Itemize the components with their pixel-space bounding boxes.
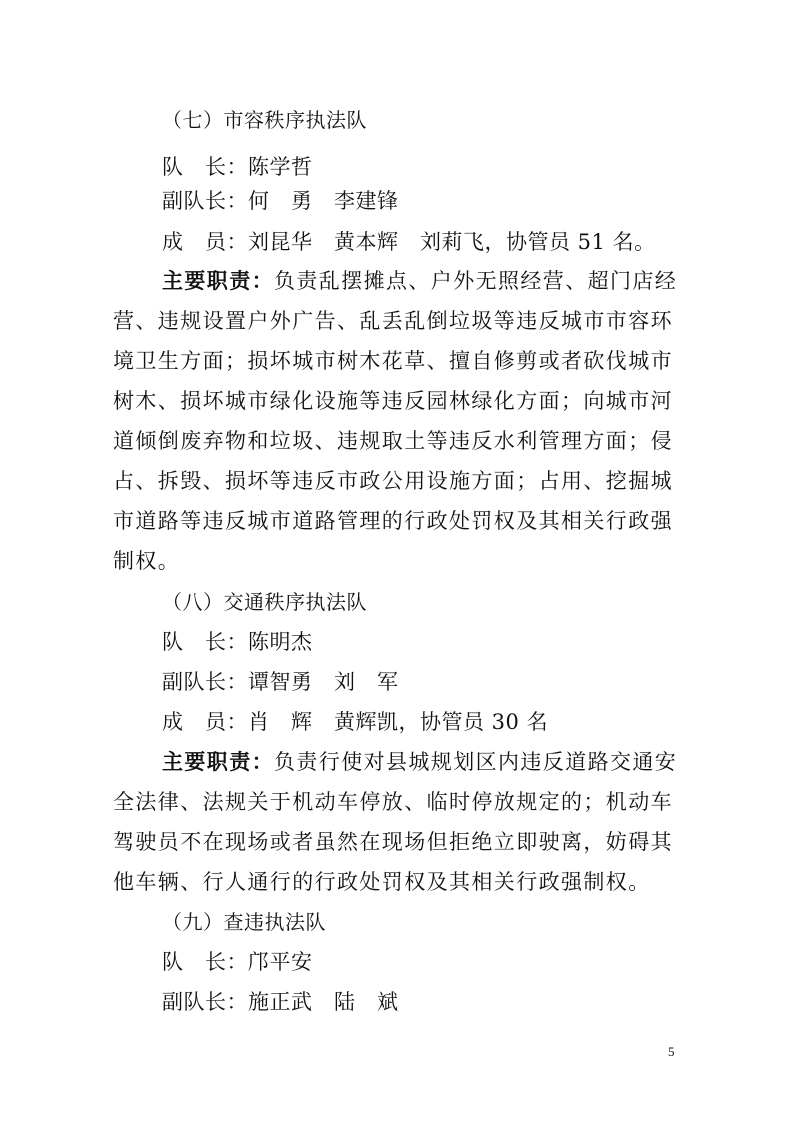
- section-7-members: 成 员：刘昆华 黄本辉 刘莉飞，协管员 51 名。: [162, 230, 656, 254]
- section-8-heading: （八）交通秩序执法队: [162, 590, 367, 614]
- section-7-deputy: 副队长：何 勇 李建锋: [162, 189, 399, 213]
- section-8-deputy: 副队长：谭智勇 刘 军: [162, 670, 399, 694]
- section-7-duties-line-2: 营、违规设置户外广告、乱丢乱倒垃圾等违反城市市容环: [113, 309, 673, 333]
- section-7-duties-line-8: 制权。: [113, 549, 181, 573]
- section-8-members: 成 员：肖 辉 黄辉凯，协管员 30 名: [162, 710, 549, 734]
- section-7-heading: （七）市容秩序执法队: [162, 108, 367, 132]
- section-7-leader: 队 长：陈学哲: [162, 155, 313, 179]
- section-7-duties-line-1: 主要职责：负责乱摆摊点、户外无照经营、超门店经: [162, 269, 678, 293]
- section-8-duties-line-2: 全法律、法规关于机动车停放、临时停放规定的；机动车: [113, 790, 673, 814]
- section-7-duties-line-7: 市道路等违反城市道路管理的行政处罚权及其相关行政强: [113, 509, 673, 533]
- section-7-duties-label: 主要职责：: [162, 269, 274, 293]
- section-9-deputy: 副队长：施正武 陆 斌: [162, 990, 399, 1014]
- section-9-heading: （九）查违执法队: [162, 910, 326, 934]
- section-8-duties-line-1: 主要职责：负责行使对县城规划区内违反道路交通安: [162, 750, 678, 774]
- section-7-duties-line-3: 境卫生方面；损坏城市树木花草、擅自修剪或者砍伐城市: [113, 349, 673, 373]
- section-7-duties-line-5: 道倾倒废弃物和垃圾、违规取土等违反水利管理方面；侵: [113, 429, 673, 453]
- section-8-duties-line-4: 他车辆、行人通行的行政处罚权及其相关行政强制权。: [113, 870, 651, 894]
- section-8-duties-label: 主要职责：: [162, 750, 274, 774]
- section-8-duties-line-3: 驾驶员不在现场或者虽然在现场但拒绝立即驶离，妨碍其: [113, 830, 673, 854]
- page-number: 5: [668, 1044, 675, 1059]
- section-7-duties-line-4: 树木、损坏城市绿化设施等违反园林绿化方面；向城市河: [113, 389, 673, 413]
- section-7-duties-line-6: 占、拆毁、损坏等违反市政公用设施方面；占用、挖掘城: [113, 469, 673, 493]
- section-9-leader: 队 长：邝平安: [162, 950, 313, 974]
- section-8-leader: 队 长：陈明杰: [162, 630, 313, 654]
